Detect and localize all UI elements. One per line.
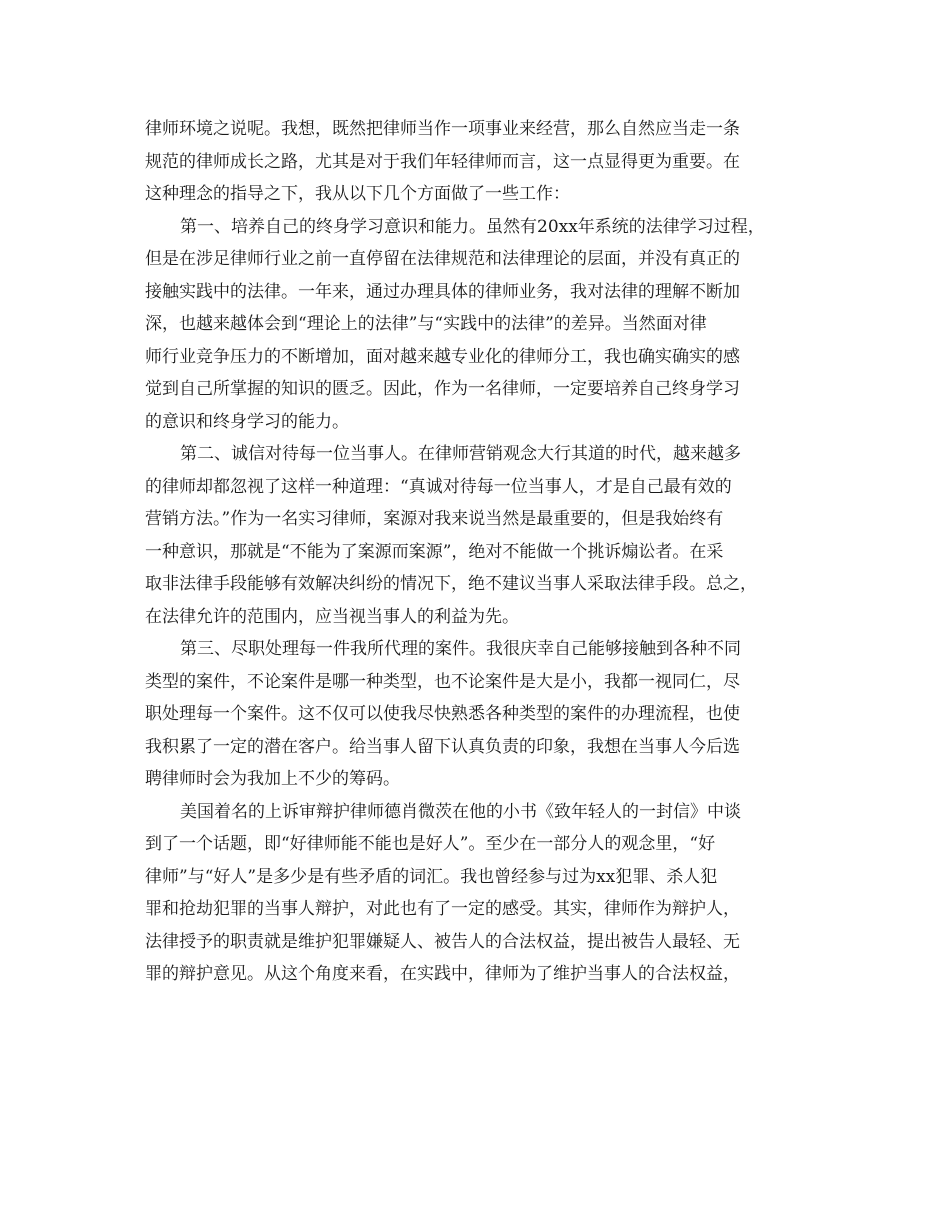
text-line: 的律师却都忽视了这样一种道理：“真诚对待每一位当事人，才是自己最有效的 [145,476,732,497]
text-line: 这种理念的指导之下，我从以下几个方面做了一些工作： [145,184,570,204]
text-line: 营销方法。”作为一名实习律师，案源对我来说当然是最重要的，但是我始终有 [145,509,724,529]
text-line: 在法律允许的范围内，应当视当事人的利益为先。 [145,606,519,627]
text-line: 第三、尽职处理每一件我所代理的案件。我很庆幸自己能够接触到各种不同 [180,639,741,659]
text-line: 律师”与“好人”是多少是有些矛盾的词汇。我也曾经参与过为xx犯罪、杀人犯 [145,866,718,887]
text-line: 罪的辩护意见。从这个角度来看，在实践中，律师为了维护当事人的合法权益， [145,964,740,984]
document-body [145,113,815,991]
text-line: 律师环境之说呢。我想，既然把律师当作一项事业来经营，那么自然应当走一条 [145,119,740,139]
text-line: 美国着名的上诉审辩护律师德肖微茨在他的小书《致年轻人的一封信》中谈 [180,801,741,822]
text-line: 师行业竞争压力的不断增加，面对越来越专业化的律师分工，我也确实确实的感 [145,346,740,367]
text-line: 罪和抢劫犯罪的当事人辩护，对此也有了一定的感受。其实，律师作为辩护人， [145,899,740,919]
text-line: 第一、培养自己的终身学习意识和能力。虽然有20xx年系统的法律学习过程， [180,216,765,237]
text-line: 法律授予的职责就是维护犯罪嫌疑人、被告人的合法权益，提出被告人最轻、无 [145,931,740,952]
text-line: 深，也越来越体会到“理论上的法律”与“实践中的法律”的差异。当然面对律 [145,314,707,334]
text-line: 取非法律手段能够有效解决纠纷的情况下，绝不建议当事人采取法律手段。总之， [145,574,757,594]
text-line: 一种意识，那就是“不能为了案源而案源”，绝对不能做一个挑诉煽讼者。在采 [145,541,724,562]
text-line: 我积累了一定的潜在客户。给当事人留下认真负责的印象，我想在当事人今后选 [145,736,740,757]
text-line: 觉到自己所掌握的知识的匮乏。因此，作为一名律师，一定要培养自己终身学习 [145,379,740,399]
text-line: 第二、诚信对待每一位当事人。在律师营销观念大行其道的时代，越来越多 [180,444,741,464]
text-line: 聘律师时会为我加上不少的筹码。 [145,769,400,789]
text-line: 到了一个话题，即“好律师能不能也是好人”。至少在一部分人的观念里，“好 [145,834,716,854]
text-line: 规范的律师成长之路，尤其是对于我们年轻律师而言，这一点显得更为重要。在 [145,151,740,172]
text-line: 的意识和终身学习的能力。 [145,411,349,432]
text-line: 职处理每一个案件。这不仅可以使我尽快熟悉各种类型的案件的办理流程，也使 [145,704,740,724]
text-line: 但是在涉足律师行业之前一直停留在法律规范和法律理论的层面，并没有真正的 [145,249,740,269]
text-line: 类型的案件，不论案件是哪一种类型，也不论案件是大是小，我都一视同仁，尽 [145,671,740,692]
text-line: 接触实践中的法律。一年来，通过办理具体的律师业务，我对法律的理解不断加 [145,281,740,302]
